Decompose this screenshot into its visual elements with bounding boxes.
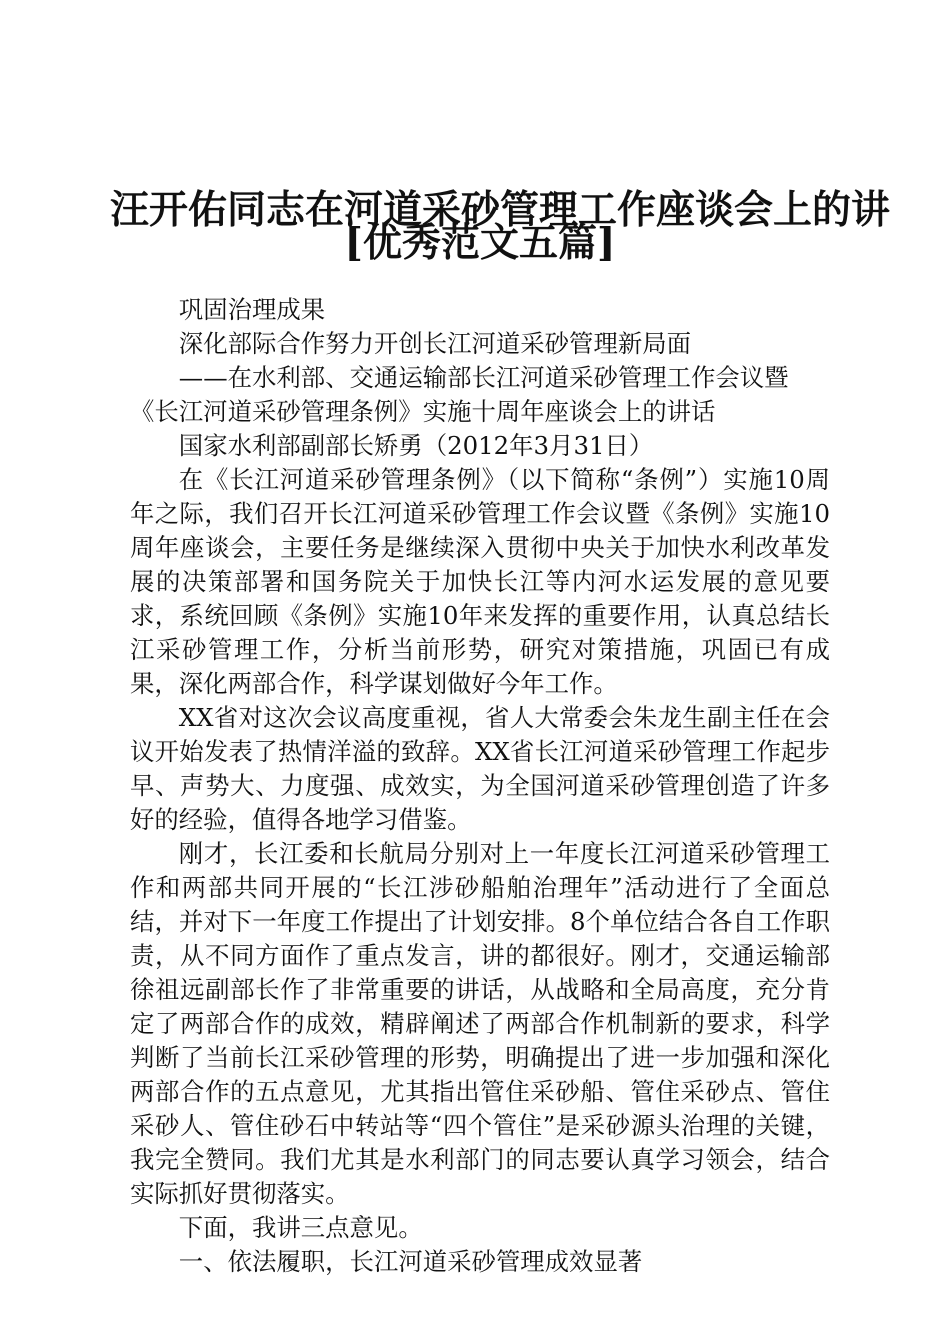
- paragraph-body: 在《长江河道采砂管理条例》（以下简称“条例”）实施10周年之际，我们召开长江河道采砂管理工作会议暨《条例》实施10周年座谈会，主要任务是继续深入贯彻中央关于加快水利改革发展的决策部署和国务院关于加快长江等内河水运发展的意见要求，系统回顾《条例》实施10年来发挥的重要作用，认真总结长江采砂管理工作，分析当前形势，研究对策措施，巩固已有成果，深化两部合作，科学谋划做好今年工作。: [130, 465, 830, 698]
- document-title-line-2: [优秀范文五篇]: [344, 220, 616, 266]
- document-body: [130, 293, 830, 1279]
- paragraph-subtitle-meeting: ——在水利部、交通运输部长江河道采砂管理工作会议暨: [178, 363, 789, 392]
- paragraph-heading-deepen: 深化部际合作努力开创长江河道采砂管理新局面: [178, 329, 692, 358]
- paragraph-heading-consolidate: 巩固治理成果: [178, 295, 326, 324]
- paragraph-body: 下面，我讲三点意见。: [178, 1213, 423, 1242]
- paragraph-body: XX省对这次会议高度重视，省人大常委会朱龙生副主任在会议开始发表了热情洋溢的致辞。XX省长江河道采砂管理工作起步早、声势大、力度强、成效实，为全国河道采砂管理创造了许多好的经验，值得各地学习借鉴。: [130, 703, 830, 834]
- paragraph-body: 刚才，长江委和长航局分别对上一年度长江河道采砂管理工作和两部共同开展的“长江涉砂船舶治理年”活动进行了全面总结，并对下一年度工作提出了计划安排。8个单位结合各自工作职责，从不同方面作了重点发言，讲的都很好。刚才，交通运输部徐祖远副部长作了非常重要的讲话，从战略和全局高度，充分肯定了两部合作的成效，精辟阐述了两部合作机制新的要求，科学判断了当前长江采砂管理的形势，明确提出了进一步加强和深化两部合作的五点意见，尤其指出管住采砂船、管住采砂点、管住采砂人、管住砂石中转站等“四个管住”是采砂源头治理的关键，我完全赞同。我们尤其是水利部门的同志要认真学习领会，结合实际抓好贯彻落实。: [130, 839, 830, 1208]
- document-title-line-1: 汪开佑同志在河道采砂管理工作座谈会上的讲: [110, 187, 891, 233]
- paragraph-speaker: 国家水利部副部长矫勇（2012年3月31日）: [178, 431, 654, 460]
- paragraph-subtitle-speech: 《长江河道采砂管理条例》实施十周年座谈会上的讲话: [130, 397, 716, 426]
- paragraph-section-heading: 一、依法履职，长江河道采砂管理成效显著: [178, 1247, 643, 1276]
